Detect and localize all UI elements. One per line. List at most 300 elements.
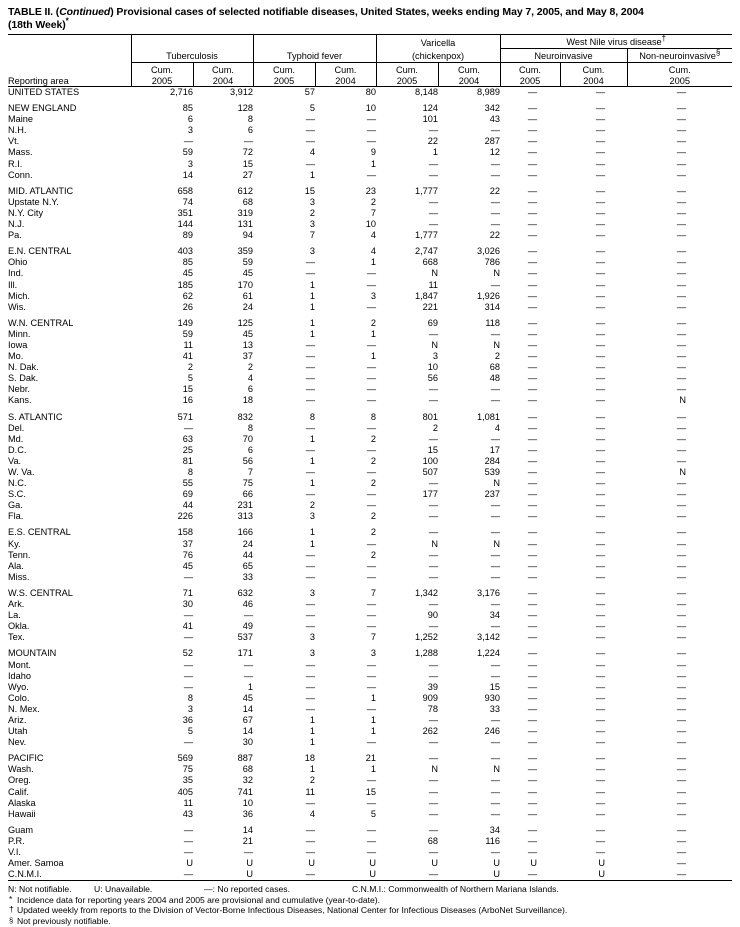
cell-wnv-neuroinvasive-cum-2005: — — [527, 114, 537, 125]
cell-varicella-cum-2004: 22 — [489, 185, 500, 196]
cell-wnv-neuroinvasive-cum-2005: — — [527, 279, 537, 290]
table-row — [8, 583, 732, 599]
row-area-label: Mont. — [8, 659, 31, 670]
cell-wnv-neuroinvasive-cum-2004: — — [595, 610, 605, 621]
cell-wnv-neuroinvasive-cum-2004: — — [595, 571, 605, 582]
cell-wnv-neuroinvasive-cum-2005: — — [527, 257, 537, 268]
cell-wnv-neuroinvasive-cum-2004: — — [595, 599, 605, 610]
cell-varicella-cum-2005: — — [428, 500, 438, 511]
cell-wnv-neuroinvasive-cum-2004: — — [595, 737, 605, 748]
cell-wnv-neuroinvasive-cum-2004: — — [595, 753, 605, 764]
cell-wnv-non-neuroinvasive-cum-2005: — — [676, 125, 686, 136]
cell-typhoid-fever-cum-2004: 15 — [365, 786, 376, 797]
cell-varicella-cum-2005: — — [428, 384, 438, 395]
cell-typhoid-fever-cum-2004: 9 — [370, 147, 376, 158]
cell-typhoid-fever-cum-2005: 3 — [309, 246, 315, 257]
cell-wnv-non-neuroinvasive-cum-2005: — — [676, 422, 686, 433]
cell-tuberculosis-cum-2005: 144 — [177, 219, 193, 230]
cell-tuberculosis-cum-2005: 74 — [182, 196, 193, 207]
row-area-label: Va. — [8, 455, 22, 466]
row-area-label: Tex. — [8, 632, 25, 643]
cell-tuberculosis-cum-2004: 15 — [242, 158, 253, 169]
cell-varicella-cum-2004: 68 — [489, 362, 500, 373]
cell-typhoid-fever-cum-2004: — — [366, 703, 376, 714]
cell-wnv-neuroinvasive-cum-2004: — — [595, 847, 605, 857]
cell-wnv-neuroinvasive-cum-2004: — — [595, 587, 605, 598]
cell-tuberculosis-cum-2005: 44 — [182, 500, 193, 511]
cell-tuberculosis-cum-2004: 67 — [242, 714, 253, 725]
cell-typhoid-fever-cum-2005: — — [305, 847, 315, 857]
cell-wnv-neuroinvasive-cum-2004: — — [595, 328, 605, 339]
cell-varicella-cum-2005: 15 — [427, 444, 438, 455]
cell-tuberculosis-cum-2004: 70 — [242, 433, 253, 444]
cell-varicella-cum-2004: — — [490, 775, 500, 786]
row-area-label: N.C. — [8, 478, 27, 489]
cell-tuberculosis-cum-2004: 68 — [242, 196, 253, 207]
cell-typhoid-fever-cum-2005: — — [305, 125, 315, 136]
cell-tuberculosis-cum-2004: 66 — [242, 489, 253, 500]
cell-wnv-neuroinvasive-cum-2005: — — [527, 500, 537, 511]
cell-tuberculosis-cum-2004: 13 — [242, 339, 253, 350]
cell-typhoid-fever-cum-2004: 23 — [365, 185, 376, 196]
cell-tuberculosis-cum-2004: 45 — [242, 268, 253, 279]
row-area-label: Calif. — [8, 786, 29, 797]
header-group-varicella-2: (chickenpox) — [376, 49, 500, 63]
cell-wnv-non-neuroinvasive-cum-2005: — — [676, 670, 686, 681]
cell-wnv-neuroinvasive-cum-2004: — — [595, 527, 605, 538]
cell-tuberculosis-cum-2005: 5 — [187, 726, 193, 737]
table-row — [8, 329, 732, 340]
table-row — [8, 561, 732, 572]
cell-tuberculosis-cum-2004: 56 — [242, 455, 253, 466]
cell-typhoid-fever-cum-2005: 57 — [304, 87, 315, 97]
cell-typhoid-fever-cum-2005: — — [305, 835, 315, 846]
cell-typhoid-fever-cum-2004: — — [366, 775, 376, 786]
cell-tuberculosis-cum-2004: 37 — [242, 351, 253, 362]
cell-tuberculosis-cum-2004: 6 — [247, 125, 253, 136]
cell-wnv-neuroinvasive-cum-2005: — — [527, 230, 537, 241]
cell-varicella-cum-2005: — — [428, 125, 438, 136]
cell-wnv-neuroinvasive-cum-2005: — — [527, 125, 537, 136]
cell-typhoid-fever-cum-2005: — — [305, 268, 315, 279]
cell-tuberculosis-cum-2005: 59 — [182, 147, 193, 158]
cell-varicella-cum-2005: 68 — [427, 835, 438, 846]
cell-tuberculosis-cum-2005: — — [183, 659, 193, 670]
cell-varicella-cum-2005: 100 — [422, 455, 438, 466]
cell-varicella-cum-2005: — — [428, 527, 438, 538]
cell-tuberculosis-cum-2005: 149 — [177, 317, 193, 328]
cell-wnv-neuroinvasive-cum-2005: — — [527, 775, 537, 786]
cell-wnv-neuroinvasive-cum-2005: — — [527, 587, 537, 598]
cell-typhoid-fever-cum-2005: — — [305, 703, 315, 714]
cell-varicella-cum-2005: — — [428, 169, 438, 180]
row-area-label: Utah — [8, 726, 28, 737]
cell-tuberculosis-cum-2005: — — [183, 136, 193, 147]
cell-wnv-non-neuroinvasive-cum-2005: N — [679, 467, 686, 477]
cell-tuberculosis-cum-2004: — — [243, 136, 253, 147]
cell-varicella-cum-2004: — — [490, 511, 500, 522]
cell-tuberculosis-cum-2004: 61 — [242, 290, 253, 301]
cell-varicella-cum-2004: 539 — [484, 467, 500, 477]
table-row — [8, 737, 732, 748]
table-row — [8, 599, 732, 610]
cell-typhoid-fever-cum-2005: — — [305, 339, 315, 350]
cell-tuberculosis-cum-2005: 571 — [177, 411, 193, 422]
title-week: (18th Week) — [8, 18, 66, 31]
cell-varicella-cum-2004: 284 — [484, 455, 500, 466]
cell-typhoid-fever-cum-2004: 1 — [370, 692, 376, 703]
row-area-label: R.I. — [8, 158, 23, 169]
cell-typhoid-fever-cum-2005: 4 — [309, 147, 315, 158]
cell-typhoid-fever-cum-2004: — — [366, 824, 376, 835]
cell-wnv-neuroinvasive-cum-2004: — — [595, 824, 605, 835]
cell-varicella-cum-2004: 8,989 — [477, 87, 500, 97]
row-area-label: W.N. CENTRAL — [8, 317, 74, 328]
cell-tuberculosis-cum-2004: 319 — [237, 207, 253, 218]
row-area-label: N. Dak. — [8, 362, 39, 373]
cell-wnv-non-neuroinvasive-cum-2005: — — [676, 527, 686, 538]
cell-tuberculosis-cum-2005: 59 — [182, 328, 193, 339]
cell-varicella-cum-2004: 4 — [494, 422, 500, 433]
cell-typhoid-fever-cum-2005: — — [305, 797, 315, 808]
cell-wnv-neuroinvasive-cum-2004: — — [595, 230, 605, 241]
cell-tuberculosis-cum-2005: — — [183, 737, 193, 748]
cell-typhoid-fever-cum-2005: — — [305, 489, 315, 500]
cell-wnv-neuroinvasive-cum-2005: — — [527, 444, 537, 455]
table-row — [8, 373, 732, 384]
cell-wnv-neuroinvasive-cum-2004: — — [595, 207, 605, 218]
cell-tuberculosis-cum-2005: 26 — [182, 301, 193, 312]
cell-typhoid-fever-cum-2005: — — [305, 610, 315, 621]
cell-wnv-neuroinvasive-cum-2005: — — [527, 681, 537, 692]
cell-tuberculosis-cum-2004: 49 — [242, 621, 253, 632]
cell-typhoid-fever-cum-2004: — — [366, 797, 376, 808]
cell-varicella-cum-2005: — — [428, 670, 438, 681]
cell-wnv-neuroinvasive-cum-2004: — — [595, 219, 605, 230]
cell-typhoid-fever-cum-2004: 2 — [370, 196, 376, 207]
table-row — [8, 351, 732, 362]
cell-typhoid-fever-cum-2004: 1 — [370, 257, 376, 268]
cell-typhoid-fever-cum-2004: — — [366, 169, 376, 180]
header-sub-neuroinvasive: Neuroinvasive — [500, 49, 627, 63]
footnote-legend-line — [8, 884, 732, 895]
header-tf-cum-2005: Cum. 2005 — [253, 63, 315, 87]
cell-typhoid-fever-cum-2004: — — [366, 444, 376, 455]
cell-wnv-neuroinvasive-cum-2004: — — [595, 301, 605, 312]
row-area-label: Colo. — [8, 692, 30, 703]
cell-tuberculosis-cum-2004: 14 — [242, 824, 253, 835]
cell-tuberculosis-cum-2004: 1 — [247, 681, 253, 692]
cell-varicella-cum-2005: — — [428, 433, 438, 444]
cell-typhoid-fever-cum-2004: — — [366, 136, 376, 147]
cell-typhoid-fever-cum-2004: 2 — [370, 455, 376, 466]
row-area-label: Oreg. — [8, 775, 31, 786]
row-area-label: Fla. — [8, 511, 24, 522]
cell-typhoid-fever-cum-2004: 80 — [365, 87, 376, 97]
cell-typhoid-fever-cum-2005: 1 — [309, 169, 315, 180]
cell-tuberculosis-cum-2005: 45 — [182, 268, 193, 279]
cell-typhoid-fever-cum-2004: — — [366, 489, 376, 500]
cell-tuberculosis-cum-2005: 15 — [182, 384, 193, 395]
cell-typhoid-fever-cum-2005: 1 — [309, 538, 315, 549]
cell-typhoid-fever-cum-2004: — — [366, 835, 376, 846]
cell-wnv-non-neuroinvasive-cum-2005: — — [676, 114, 686, 125]
cell-wnv-non-neuroinvasive-cum-2005: — — [676, 692, 686, 703]
cell-typhoid-fever-cum-2004: 1 — [370, 714, 376, 725]
row-area-label: Nev. — [8, 737, 27, 748]
cell-tuberculosis-cum-2004: 45 — [242, 328, 253, 339]
cell-typhoid-fever-cum-2004: — — [366, 422, 376, 433]
cell-wnv-non-neuroinvasive-cum-2005: — — [676, 632, 686, 643]
header-tb-cum-2004: Cum. 2004 — [193, 63, 253, 87]
cell-wnv-neuroinvasive-cum-2005: — — [527, 670, 537, 681]
table-bottom-rule — [8, 880, 732, 881]
cell-varicella-cum-2005: — — [428, 219, 438, 230]
cell-wnv-non-neuroinvasive-cum-2005: — — [676, 230, 686, 241]
cell-typhoid-fever-cum-2004: 21 — [365, 753, 376, 764]
cell-varicella-cum-2004: — — [490, 560, 500, 571]
cell-varicella-cum-2004: 43 — [489, 114, 500, 125]
header-wnv-neuro-cum-2004: Cum. 2004 — [560, 63, 627, 87]
cell-varicella-cum-2004: — — [490, 797, 500, 808]
cell-typhoid-fever-cum-2005: 11 — [305, 786, 315, 797]
cell-varicella-cum-2004: 12 — [489, 147, 500, 158]
cell-varicella-cum-2004: 15 — [489, 681, 500, 692]
cell-typhoid-fever-cum-2004: — — [366, 681, 376, 692]
row-area-label: S. Dak. — [8, 373, 39, 384]
cell-varicella-cum-2004: 48 — [489, 373, 500, 384]
cell-typhoid-fever-cum-2004: — — [366, 395, 376, 406]
cell-wnv-neuroinvasive-cum-2004: — — [595, 764, 605, 775]
cell-tuberculosis-cum-2005: — — [183, 869, 193, 880]
cell-wnv-neuroinvasive-cum-2005: — — [527, 196, 537, 207]
table-row — [8, 726, 732, 737]
cell-wnv-neuroinvasive-cum-2004: — — [595, 467, 605, 477]
cell-wnv-neuroinvasive-cum-2004: — — [595, 681, 605, 692]
cell-varicella-cum-2005: 177 — [422, 489, 438, 500]
row-area-label: Ga. — [8, 500, 23, 511]
cell-varicella-cum-2005: — — [428, 571, 438, 582]
cell-tuberculosis-cum-2004: — — [243, 847, 253, 857]
cell-wnv-non-neuroinvasive-cum-2005: — — [676, 824, 686, 835]
table-row — [8, 170, 732, 181]
cell-varicella-cum-2004: 246 — [484, 726, 500, 737]
cell-wnv-neuroinvasive-cum-2005: — — [527, 824, 537, 835]
cell-varicella-cum-2005: — — [428, 395, 438, 406]
cell-wnv-non-neuroinvasive-cum-2005: — — [676, 290, 686, 301]
cell-wnv-neuroinvasive-cum-2005: — — [527, 538, 537, 549]
notifiable-diseases-table — [8, 34, 732, 880]
cell-typhoid-fever-cum-2004: — — [366, 621, 376, 632]
cell-tuberculosis-cum-2005: 226 — [177, 511, 193, 522]
cell-tuberculosis-cum-2004: 68 — [242, 764, 253, 775]
cell-varicella-cum-2004: — — [490, 549, 500, 560]
cell-tuberculosis-cum-2005: 75 — [182, 764, 193, 775]
cell-varicella-cum-2004: U — [493, 858, 500, 869]
cell-tuberculosis-cum-2004: 166 — [237, 527, 253, 538]
cell-typhoid-fever-cum-2005: 1 — [309, 290, 315, 301]
table-row — [8, 362, 732, 373]
cell-varicella-cum-2004: 342 — [484, 103, 500, 114]
cell-varicella-cum-2004: — — [490, 737, 500, 748]
cell-wnv-neuroinvasive-cum-2004: — — [595, 246, 605, 257]
cell-typhoid-fever-cum-2004: 1 — [370, 764, 376, 775]
table-row — [8, 467, 732, 478]
cell-varicella-cum-2004: — — [490, 659, 500, 670]
legend-no-reported-cases: —: No reported cases. — [204, 884, 290, 895]
cell-tuberculosis-cum-2004: 21 — [242, 835, 253, 846]
cell-wnv-neuroinvasive-cum-2004: — — [595, 384, 605, 395]
cell-typhoid-fever-cum-2004: — — [366, 610, 376, 621]
cell-typhoid-fever-cum-2005: 3 — [309, 587, 315, 598]
table-row — [8, 478, 732, 489]
table-row — [8, 456, 732, 467]
non-neuroinvasive-footnote-marker: § — [715, 47, 721, 57]
cell-wnv-neuroinvasive-cum-2005: — — [527, 328, 537, 339]
cell-typhoid-fever-cum-2005: 15 — [304, 185, 315, 196]
cell-tuberculosis-cum-2004: 30 — [242, 737, 253, 748]
cell-varicella-cum-2004: 33 — [489, 703, 500, 714]
cell-tuberculosis-cum-2005: — — [183, 571, 193, 582]
header-tb-cum-2005: Cum. 2005 — [131, 63, 193, 87]
cell-wnv-non-neuroinvasive-cum-2005: — — [676, 549, 686, 560]
cell-tuberculosis-cum-2005: 11 — [183, 797, 193, 808]
cell-typhoid-fever-cum-2005: 2 — [309, 775, 315, 786]
cell-wnv-non-neuroinvasive-cum-2005: — — [676, 279, 686, 290]
cell-varicella-cum-2004: 118 — [485, 317, 500, 328]
cell-wnv-neuroinvasive-cum-2005: — — [527, 290, 537, 301]
cell-varicella-cum-2004: 314 — [484, 301, 500, 312]
cell-varicella-cum-2005: 1,252 — [415, 632, 438, 643]
footnote-dagger — [8, 905, 732, 916]
cell-varicella-cum-2004: N — [493, 764, 500, 775]
legend-not-notifiable: N: Not notifiable. — [8, 884, 72, 895]
cell-typhoid-fever-cum-2005: — — [305, 467, 315, 477]
row-area-label: Md. — [8, 433, 24, 444]
cell-wnv-neuroinvasive-cum-2004: — — [595, 455, 605, 466]
cell-varicella-cum-2005: — — [428, 196, 438, 207]
cell-wnv-non-neuroinvasive-cum-2005: — — [676, 169, 686, 180]
cell-varicella-cum-2004: — — [490, 500, 500, 511]
cell-wnv-neuroinvasive-cum-2004: — — [595, 648, 605, 659]
cell-tuberculosis-cum-2005: 43 — [182, 808, 193, 819]
cell-typhoid-fever-cum-2005: 1 — [309, 527, 315, 538]
cell-tuberculosis-cum-2004: 128 — [237, 103, 253, 114]
cell-typhoid-fever-cum-2005: 3 — [309, 632, 315, 643]
cell-wnv-neuroinvasive-cum-2005: — — [527, 395, 537, 406]
table-row — [8, 693, 732, 704]
cell-varicella-cum-2004: — — [490, 279, 500, 290]
cell-wnv-neuroinvasive-cum-2004: — — [595, 726, 605, 737]
row-area-label: N.Y. City — [8, 207, 44, 218]
cell-tuberculosis-cum-2005: 25 — [182, 444, 193, 455]
cell-varicella-cum-2004: N — [493, 268, 500, 279]
cell-varicella-cum-2005: — — [428, 328, 438, 339]
cell-tuberculosis-cum-2004: 45 — [242, 692, 253, 703]
cell-varicella-cum-2004: 116 — [485, 835, 500, 846]
cell-wnv-neuroinvasive-cum-2004: — — [595, 147, 605, 158]
cell-typhoid-fever-cum-2004: 7 — [370, 207, 376, 218]
cell-wnv-non-neuroinvasive-cum-2005: — — [676, 87, 686, 97]
row-area-label: Pa. — [8, 230, 22, 241]
cell-wnv-non-neuroinvasive-cum-2005: — — [676, 659, 686, 670]
cell-tuberculosis-cum-2004: 537 — [237, 632, 253, 643]
table-row — [8, 764, 732, 775]
cell-wnv-neuroinvasive-cum-2004: — — [595, 444, 605, 455]
cell-tuberculosis-cum-2005: 658 — [177, 185, 193, 196]
cell-tuberculosis-cum-2005: 11 — [183, 339, 193, 350]
cell-varicella-cum-2004: 1,081 — [477, 411, 500, 422]
cell-wnv-neuroinvasive-cum-2004: — — [595, 433, 605, 444]
cell-typhoid-fever-cum-2004: — — [366, 737, 376, 748]
cell-tuberculosis-cum-2004: 14 — [242, 703, 253, 714]
cell-wnv-neuroinvasive-cum-2005: — — [527, 268, 537, 279]
cell-tuberculosis-cum-2005: 14 — [182, 169, 193, 180]
cell-wnv-neuroinvasive-cum-2005: — — [527, 786, 537, 797]
cell-wnv-non-neuroinvasive-cum-2005: — — [676, 158, 686, 169]
table-row — [8, 715, 732, 726]
row-area-label: W.S. CENTRAL — [8, 587, 73, 598]
cell-wnv-neuroinvasive-cum-2004: — — [595, 362, 605, 373]
cell-wnv-neuroinvasive-cum-2004: U — [598, 869, 605, 880]
cell-wnv-non-neuroinvasive-cum-2005: — — [676, 411, 686, 422]
cell-wnv-non-neuroinvasive-cum-2005: — — [676, 257, 686, 268]
cell-tuberculosis-cum-2005: 62 — [182, 290, 193, 301]
table-row — [8, 434, 732, 445]
cell-typhoid-fever-cum-2004: 7 — [370, 587, 376, 598]
row-area-label: P.R. — [8, 835, 25, 846]
cell-tuberculosis-cum-2004: 65 — [242, 560, 253, 571]
cell-tuberculosis-cum-2005: 37 — [182, 538, 193, 549]
cell-wnv-non-neuroinvasive-cum-2005: — — [676, 301, 686, 312]
header-spacer-tb — [131, 35, 253, 49]
row-area-label: Wyo. — [8, 681, 29, 692]
cell-typhoid-fever-cum-2004: — — [366, 847, 376, 857]
header-row-cum — [8, 63, 732, 87]
cell-wnv-non-neuroinvasive-cum-2005: — — [676, 753, 686, 764]
cell-typhoid-fever-cum-2005: — — [305, 599, 315, 610]
cell-wnv-neuroinvasive-cum-2004: — — [595, 560, 605, 571]
cell-tuberculosis-cum-2005: 5 — [187, 373, 193, 384]
cell-wnv-non-neuroinvasive-cum-2005: — — [676, 433, 686, 444]
table-row — [8, 660, 732, 671]
cell-tuberculosis-cum-2004: 3,912 — [230, 87, 253, 97]
cell-tuberculosis-cum-2005: 16 — [182, 395, 193, 406]
cell-varicella-cum-2005: N — [431, 764, 438, 775]
cell-wnv-neuroinvasive-cum-2004: — — [595, 797, 605, 808]
cell-wnv-non-neuroinvasive-cum-2005: — — [676, 147, 686, 158]
cell-varicella-cum-2004: — — [490, 527, 500, 538]
cell-wnv-non-neuroinvasive-cum-2005: — — [676, 103, 686, 114]
cell-varicella-cum-2004: N — [493, 478, 500, 489]
cell-varicella-cum-2004: — — [490, 395, 500, 406]
cell-typhoid-fever-cum-2004: 5 — [370, 808, 376, 819]
row-area-label: PACIFIC — [8, 753, 44, 764]
row-area-label: Vt. — [8, 136, 20, 147]
cell-tuberculosis-cum-2004: 32 — [242, 775, 253, 786]
cell-varicella-cum-2005: 11 — [428, 279, 438, 290]
table-row — [8, 125, 732, 136]
cell-typhoid-fever-cum-2004: — — [366, 599, 376, 610]
cell-tuberculosis-cum-2004: 6 — [247, 384, 253, 395]
cell-varicella-cum-2005: N — [431, 538, 438, 549]
table-row — [8, 219, 732, 230]
cell-varicella-cum-2005: — — [428, 478, 438, 489]
cell-wnv-neuroinvasive-cum-2005: — — [527, 351, 537, 362]
cell-varicella-cum-2005: 1,777 — [415, 230, 438, 241]
cell-varicella-cum-2004: — — [490, 328, 500, 339]
cell-wnv-neuroinvasive-cum-2005: — — [527, 808, 537, 819]
